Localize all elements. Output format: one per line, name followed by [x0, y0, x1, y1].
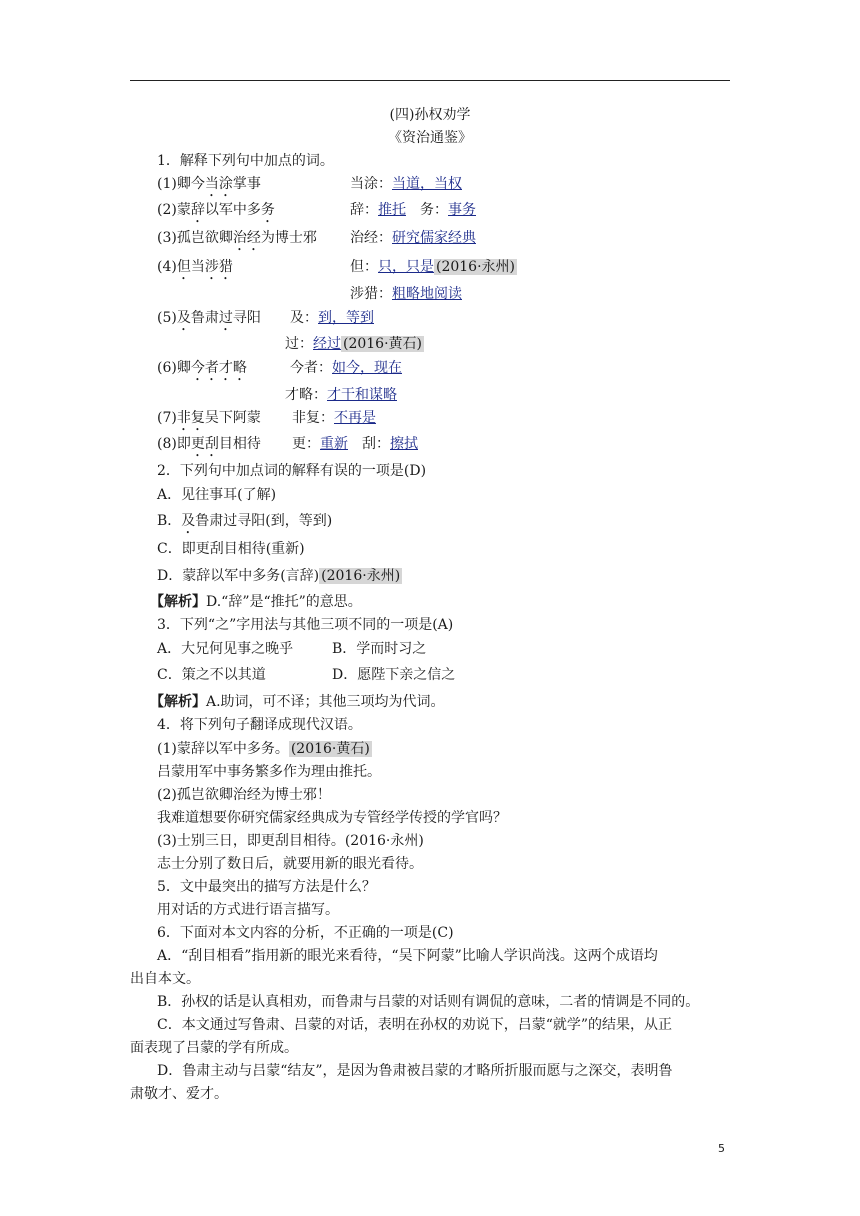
q1-item-6: (6)卿今者才略 — [157, 360, 247, 376]
q4-translation-2: 我难道想要你研究儒家经典成为专管经学传授的学官吗？ — [157, 810, 507, 826]
q3-option-b: B．学而时习之 — [332, 641, 427, 657]
q1-item-2: (2)蒙辞以军中多务 — [157, 202, 275, 218]
q1-item-4-answer-2: 涉猎：粗略地阅读 — [350, 286, 462, 302]
q1-item-8-answer: 更：重新 刮：擦拭 — [292, 436, 418, 452]
q1-item-3: (3)孤岂欲卿治经为博士邪 — [157, 230, 317, 246]
q1-item-6-answer: 今者：如今，现在 — [290, 360, 402, 376]
q1-item-4: (4)但当涉猎 — [157, 259, 233, 275]
q1-item-5: (5)及鲁肃过寻阳 — [157, 310, 261, 326]
q2-stem: 2．下列句中加点词的解释有误的一项是(D) — [157, 463, 427, 479]
q3-option-c: C．策之不以其道 — [157, 667, 266, 683]
q1-item-1-answer: 当涂：当道，当权 — [350, 176, 462, 192]
q2-option-b: B．及鲁肃过寻阳(到，等到) — [157, 513, 333, 529]
q4-stem: 4．将下列句子翻译成现代汉语。 — [157, 717, 362, 733]
q2-option-a: A．见往事耳(了解) — [157, 487, 277, 503]
q1-stem: 1．解释下列句中加点的词。 — [157, 153, 334, 169]
q4-sentence-3: (3)士别三日，即更刮目相待。(2016·永州) — [157, 833, 424, 849]
q6-option-d-line-1: D．鲁肃主动与吕蒙“结友”，是因为鲁肃被吕蒙的才略所折服而愿与之深交，表明鲁 — [157, 1063, 673, 1079]
q3-option-a: A．大兄何见事之晚乎 — [157, 641, 294, 657]
q4-translation-1: 吕蒙用军中事务繁多作为理由推托。 — [157, 764, 381, 780]
q6-option-a-line-1: A．“刮目相看”指用新的眼光来看待，“吴下阿蒙”比喻人学识尚浅。这两个成语均 — [157, 948, 658, 964]
q4-translation-3: 志士分别了数日后，就要用新的眼光看待。 — [157, 856, 423, 872]
q1-item-2-answer: 辞：推托 务：事务 — [350, 202, 476, 218]
header-rule — [130, 80, 730, 81]
q1-item-3-answer: 治经：研究儒家经典 — [350, 230, 476, 246]
q4-sentence-1: (1)蒙辞以军中多务。 (2016·黄石) — [157, 741, 370, 757]
q4-sentence-2: (2)孤岂欲卿治经为博士邪！ — [157, 787, 331, 803]
q1-item-8: (8)即更刮目相待 — [157, 436, 261, 452]
q6-option-a-line-2: 出自本文。 — [130, 971, 200, 987]
q5-answer: 用对话的方式进行语言描写。 — [157, 902, 339, 918]
q6-stem: 6．下面对本文内容的分析，不正确的一项是(C) — [157, 925, 454, 941]
q1-item-5-answer-2: 过：经过 (2016·黄石) — [285, 336, 423, 352]
q2-analysis: 【解析】D.“辞”是“推托”的意思。 — [150, 594, 362, 610]
q1-item-6-answer-2: 才略：才干和谋略 — [285, 387, 397, 403]
q1-item-4-answer: 但：只，只是 (2016·永州) — [350, 259, 516, 275]
q1-item-1: (1)卿今当涂掌事 — [157, 176, 261, 192]
q3-analysis: 【解析】A.助词，可不译；其他三项均为代词。 — [150, 694, 445, 710]
section-source: 《资治通鉴》 — [388, 130, 472, 146]
q6-option-b: B．孙权的话是认真相劝，而鲁肃与吕蒙的对话则有调侃的意味，二者的情调是不同的。 — [157, 994, 700, 1010]
q2-option-d: D．蒙辞以军中多务(言辞) (2016·永州) — [157, 568, 401, 584]
q1-item-5-answer: 及：到，等到 — [290, 310, 374, 326]
q6-option-c-line-1: C．本文通过写鲁肃、吕蒙的对话，表明在孙权的劝说下，吕蒙“就学”的结果，从正 — [157, 1017, 673, 1033]
q6-option-c-line-2: 面表现了吕蒙的学有所成。 — [130, 1040, 298, 1056]
q3-option-d: D．愿陛下亲之信之 — [332, 667, 456, 683]
page-number: 5 — [718, 1142, 725, 1155]
q6-option-d-line-2: 肃敬才、爱才。 — [130, 1086, 228, 1102]
q2-option-c: C．即更刮目相待(重新) — [157, 541, 305, 557]
q1-item-7-answer: 非复：不再是 — [292, 410, 376, 426]
q1-item-7: (7)非复吴下阿蒙 — [157, 410, 261, 426]
q3-stem: 3．下列“之”字用法与其他三项不同的一项是(A) — [157, 617, 454, 633]
section-title: (四)孙权劝学 — [389, 107, 471, 123]
q5-stem: 5．文中最突出的描写方法是什么？ — [157, 879, 376, 895]
